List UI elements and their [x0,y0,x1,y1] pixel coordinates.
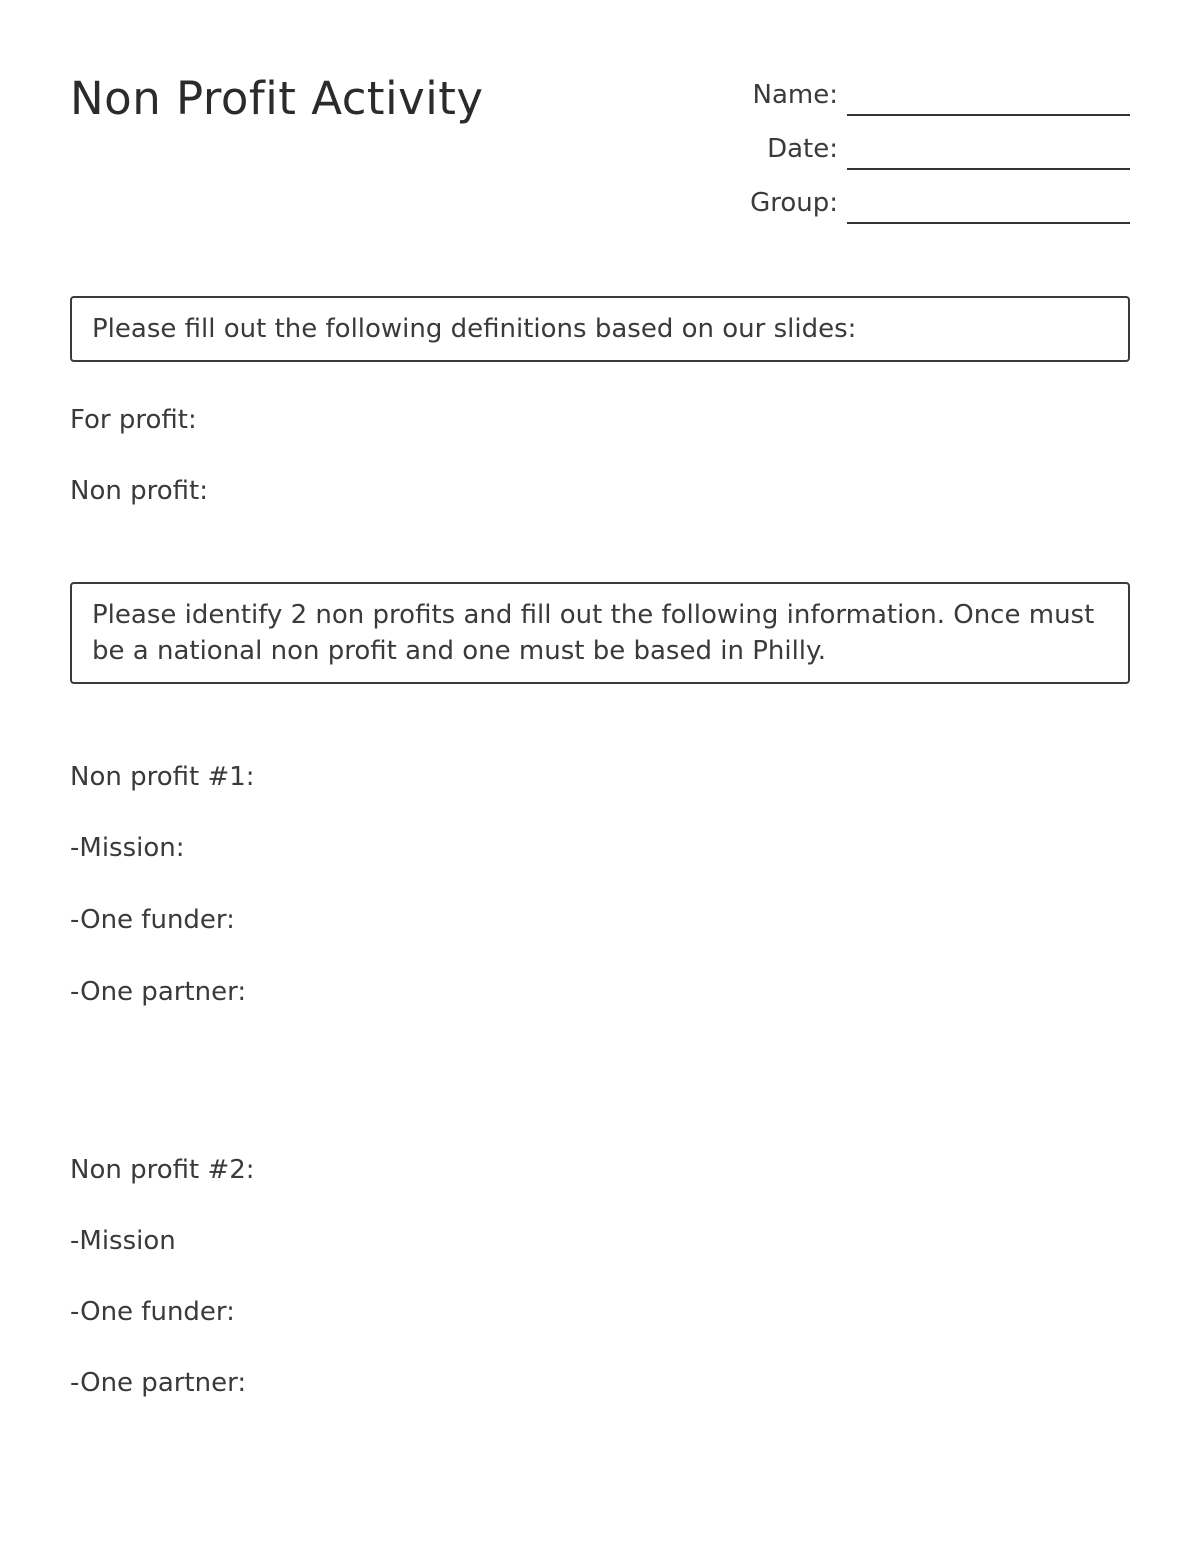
group-input-line[interactable] [847,222,1130,224]
name-input-line[interactable] [847,114,1130,116]
identify-instruction-box: Please identify 2 non profits and fill out the following information. Once must be a national non profit and one must be based in Philly. [70,582,1130,684]
date-label: Date: [767,134,838,164]
name-label: Name: [752,80,838,110]
nonprofit-2-heading: Non profit #2: [70,1155,255,1185]
nonprofit-1-partner: -One partner: [70,977,247,1007]
for-profit-prompt: For profit: [70,405,197,435]
date-field[interactable] [640,130,1130,170]
definitions-instruction-box: Please fill out the following definitions based on our slides: [70,296,1130,362]
non-profit-prompt: Non profit: [70,476,208,506]
nonprofit-2-mission: -Mission [70,1226,176,1256]
name-field[interactable] [640,76,1130,116]
date-input-line[interactable] [847,168,1130,170]
nonprofit-1-mission: -Mission: [70,833,185,863]
nonprofit-1-heading: Non profit #1: [70,762,255,792]
nonprofit-1-funder: -One funder: [70,905,235,935]
page-title: Non Profit Activity [70,72,484,125]
nonprofit-2-partner: -One partner: [70,1368,247,1398]
group-label: Group: [750,188,838,218]
group-field[interactable] [640,184,1130,224]
nonprofit-2-funder: -One funder: [70,1297,235,1327]
